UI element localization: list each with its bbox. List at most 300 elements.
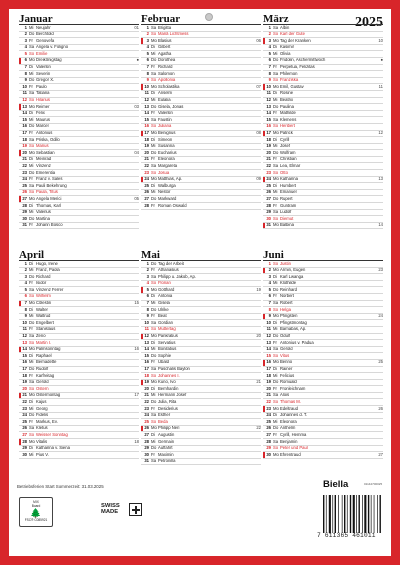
day-number: 1 [24,25,27,30]
day-number: 2 [146,31,149,37]
day-name: Emerentia [36,170,56,175]
weekday: Mi [273,419,278,424]
day-extra: 21 [256,379,261,385]
day-number: 10 [22,320,27,325]
day-row [141,170,261,177]
day-number: 17 [22,130,27,135]
day-name: Roman Oswald [158,203,187,208]
day-name: Beda [158,419,168,424]
day-name: Blasius [158,38,172,43]
weekday: So [273,170,279,175]
day-number: 24 [144,176,149,182]
day-number: 23 [22,406,27,411]
day-number: 20 [266,150,271,155]
weekday: Do [273,379,279,385]
day-number: 5 [268,51,271,56]
day-number: 21 [22,392,27,398]
day-row [19,131,139,138]
weekday: Sa [273,209,279,215]
day-row [263,287,383,294]
day-name: Kletus [36,425,48,431]
weekday: Mo [151,287,157,292]
weekday: Mi [151,439,156,444]
weekday: So [151,326,157,332]
day-extra: 14 [378,222,383,228]
day-name: Faustin [158,117,172,122]
day-number: 11 [144,326,149,332]
day-name: Pfingstmontag [280,320,307,325]
day-number: 16 [144,359,149,365]
day-name: Servatius [158,340,176,345]
day-name: Emilie [36,51,48,56]
day-row [19,320,139,327]
day-row [19,144,139,151]
day-number: 3 [24,38,27,43]
day-extra: 27 [378,452,383,457]
day-name: Ehrentraud [280,452,301,457]
day-number: 1 [268,25,271,30]
day-number: 3 [268,274,271,279]
weekday: Mo [273,176,279,182]
day-name: Karl der Gute [280,31,305,37]
day-name: Kasimir [280,44,294,50]
weekday: Mo [151,333,157,339]
weekday: Mi [273,373,278,378]
day-number: 1 [24,261,27,266]
weekday: Di [273,274,277,279]
day-name: Martin I. [36,340,52,345]
day-name: Gerold [36,379,49,385]
day-row [263,190,383,197]
day-number: 2 [268,31,271,37]
weekday: Fr [29,280,33,286]
day-row [263,294,383,301]
weekday: So [151,280,157,286]
day-number: 28 [266,439,271,444]
weekday: Mo [29,300,35,306]
day-number: 29 [266,445,271,451]
day-row [19,406,139,413]
day-row [141,78,261,85]
day-row [263,301,383,308]
day-number: 4 [268,280,271,286]
day-row [141,459,261,466]
fsc-logo [19,497,53,527]
day-name: Stanislaus [36,326,56,332]
day-name: Heribert [280,123,295,129]
day-row [263,373,383,380]
day-name: Hermann Josef [158,392,187,398]
day-row [141,353,261,360]
day-number: 21 [266,156,271,162]
day-row [263,419,383,426]
weekday: Di [151,386,155,391]
day-extra: 26 [378,406,383,411]
footer-note: Betriebsferien Start Sommerzeit: 31.03.2025 [17,484,104,489]
day-extra: 10 [378,38,383,43]
day-name: Paschalis Baylon [158,366,190,371]
day-number: 20 [144,150,149,155]
day-row [19,307,139,314]
day-name: Emil, Gustav [280,84,304,89]
day-number: 25 [144,183,149,188]
day-name: Pfingsten [280,313,298,319]
day-row [263,446,383,453]
day-name: Vitus [280,353,290,358]
day-name: Justin [280,261,291,266]
day-name: Julia, Rita [158,399,177,404]
day-number: 6 [268,57,271,63]
day-row [19,223,139,230]
weekday: Mo [29,346,35,352]
day-row [263,216,383,223]
day-name: Hugo, Irene [36,261,58,266]
day-row [141,419,261,426]
day-name: Lea, Elmar [280,163,301,168]
day-name: Cyrill, Hemma [280,432,307,437]
day-number: 8 [146,307,149,312]
day-name: Fidelis [36,412,49,418]
day-extra: 09 [256,176,261,182]
day-number: 22 [266,163,271,168]
day-row [19,452,139,459]
day-name: Mathilde [280,110,296,116]
day-row [141,163,261,170]
day-number: 6 [24,57,27,63]
weekday: Di [273,366,277,371]
day-row [263,452,383,459]
barcode-digits: 7 611365 461011 [317,532,376,539]
day-row [141,117,261,124]
weekday: Fr [29,130,33,135]
day-name: Maurus [36,117,50,122]
weekday: Fr [29,373,33,378]
weekday: Do [29,123,35,129]
day-extra: 15 [134,300,139,306]
day-row [141,320,261,327]
day-row [19,190,139,197]
day-name: Emanuel [280,189,297,195]
day-name: Ostermontag [36,392,61,398]
day-number: 14 [22,110,27,116]
day-row [263,327,383,334]
day-name: Tatiana [36,90,50,96]
weekday: Mo [273,38,279,43]
day-name: Angela v. Foligno [36,44,69,50]
day-number: 15 [266,353,271,358]
day-name: Valentin [36,64,51,70]
day-row [141,406,261,413]
day-number: 3 [146,274,149,279]
day-name: Bernhardin [158,386,179,391]
day-number: 7 [268,64,271,70]
day-extra: 19 [256,287,261,292]
weekday: Fr [273,203,277,208]
day-number: 27 [266,432,271,437]
day-number: 7 [268,300,271,306]
day-row [19,32,139,39]
day-number: 17 [266,130,271,135]
day-row [19,78,139,85]
weekday: Do [151,307,157,312]
day-row [263,367,383,374]
day-name: Johann Bosco [36,222,63,228]
day-number: 23 [22,170,27,175]
weekday: Fr [29,176,33,182]
day-row [19,301,139,308]
day-number: 12 [22,97,27,103]
day-name: Thomas, Karl [36,203,61,208]
day-number: 23 [144,406,149,411]
fsc-title: MIX [33,500,39,504]
day-name: Agatha [158,51,172,56]
weekday: Do [151,353,157,358]
day-extra: ● [380,57,383,63]
weekday: Do [29,412,35,418]
weekday: Do [151,57,157,63]
day-row [19,170,139,177]
day-name: Wolfram [280,150,296,155]
day-row [263,347,383,354]
day-row [263,124,383,131]
day-name: Barnabas, Ap. [280,326,307,332]
day-name: Kuno, Ivo [158,379,176,385]
day-number: 11 [22,90,27,96]
day-row [19,157,139,164]
day-name: Philipp u. Jakob, Ap. [158,274,196,279]
weekday: Mo [273,452,279,457]
day-name: Sophie [158,353,172,358]
day-number: 22 [22,399,27,404]
weekday: Mo [273,313,279,319]
day-row [19,281,139,288]
day-extra: 11 [378,84,383,89]
day-name: Georg [36,406,48,411]
day-name: Paula, Titus [36,189,58,195]
day-row [19,294,139,301]
product-code: 01142700025 [364,482,383,486]
day-name: Richard [158,64,173,70]
day-number: 27 [266,196,271,201]
day-number: 13 [22,340,27,345]
weekday: So [29,386,35,391]
day-name: Franz, Paola [36,267,60,273]
day-row [141,360,261,367]
day-row [19,287,139,294]
weekday: Sa [151,366,157,371]
weekday: So [29,51,35,56]
day-name: Richard [36,274,51,279]
weekday: Sa [273,439,279,444]
day-name: Gotthard [158,287,175,292]
day-row [141,347,261,354]
day-name: Augustin [158,432,175,437]
weekday: So [151,77,157,83]
day-name: Meinrad [36,156,52,162]
day-row [141,137,261,144]
weekday: Di [273,90,277,96]
day-number: 30 [144,452,149,457]
day-number: 9 [146,77,149,83]
day-row [141,340,261,347]
day-row [263,150,383,157]
day-number: 12 [266,97,271,103]
day-number: 19 [22,143,27,149]
day-row [141,51,261,58]
day-row [263,177,383,184]
day-name: Cölestin [36,300,52,306]
weekday: Fr [151,406,155,411]
day-number: 11 [22,326,27,332]
weekday: So [273,123,279,129]
day-number: 14 [144,346,149,352]
day-name: Franziska [280,77,299,83]
day-row [19,183,139,190]
weekday: Fr [273,64,277,70]
day-extra: 07 [256,84,261,89]
weekday: Di [29,110,33,116]
weekday: Mo [273,222,279,228]
day-number: 12 [266,333,271,339]
day-extra: 18 [134,439,139,444]
day-row [19,386,139,393]
weekday: Fr [151,313,155,319]
weekday: So [29,97,35,103]
weekday: Sa [151,274,157,279]
day-row [19,419,139,426]
day-number: 27 [144,196,149,201]
day-row [263,51,383,58]
day-row [19,426,139,433]
day-number: 26 [22,425,27,431]
tree-icon: 🌲 [30,508,42,518]
day-row [141,150,261,157]
day-name: Vinzenz Ferrer [36,287,64,292]
day-row [263,84,383,91]
day-number: 29 [22,445,27,451]
day-row [263,183,383,190]
day-name: Ostern [36,386,49,391]
day-number: 13 [22,104,27,109]
day-number: 16 [144,123,149,129]
weekday: Sa [273,163,279,168]
weekday: Di [151,340,155,345]
day-number: 2 [268,267,271,273]
day-extra: 25 [378,359,383,365]
weekday: Do [273,196,279,201]
day-name: Kajus [36,399,47,404]
day-number: 8 [146,71,149,76]
day-number: 24 [266,176,271,182]
day-row [19,124,139,131]
day-row [263,399,383,406]
day-name: Vitalis [36,439,48,444]
weekday: Di [151,293,155,299]
day-number: 25 [22,183,27,188]
weekday: Sa [273,392,279,398]
year-title: 2025 [355,15,383,30]
swiss-cross-icon [129,503,142,516]
day-number: 8 [268,71,271,76]
weekday: Sa [29,137,35,142]
day-number: 13 [266,104,271,109]
day-name: Katharina [280,176,298,182]
day-number: 16 [266,359,271,365]
weekday: Di [273,44,277,50]
weekday: Mo [29,57,35,63]
day-row [141,307,261,314]
day-number: 11 [144,90,149,96]
day-name: Simeon [158,137,173,142]
weekday: Mo [273,267,279,273]
day-name: Romuald [280,379,297,385]
day-name: Benjamin [280,439,298,444]
weekday: Sa [151,458,157,464]
day-name: Brigitta [158,25,172,30]
weekday: Do [273,57,279,63]
day-row [263,307,383,314]
weekday: Mo [151,130,157,135]
weekday: So [273,399,279,404]
day-extra: 08 [256,130,261,135]
day-name: Margareta [158,163,178,168]
day-name: Nestor [158,189,171,195]
day-extra: 13 [378,176,383,182]
weekday: Sa [29,379,35,385]
day-name: Florian [158,280,171,286]
day-number: 23 [144,170,149,175]
weekday: Mo [29,196,35,201]
day-number: 21 [266,392,271,398]
day-name: Neujahr [36,25,51,30]
barcode-icon [323,495,385,533]
day-row [19,268,139,275]
day-name: Dreikönigstag [36,57,62,63]
day-extra: 23 [378,267,383,273]
weekday: Fr [29,38,33,43]
day-number: 2 [24,31,27,37]
day-number: 10 [22,84,27,89]
weekday: Di [29,64,33,70]
day-name: Walburga [158,183,176,188]
day-number: 14 [266,110,271,116]
day-row [141,452,261,459]
weekday: Fr [151,203,155,208]
day-number: 11 [266,326,271,332]
weekday: Sa [29,90,35,96]
weekday: Mo [273,359,279,365]
day-name: Antonia [158,293,173,299]
day-name: Helga [280,307,291,312]
day-name: Eulalia [158,97,171,103]
weekday: Do [273,150,279,155]
day-number: 12 [144,97,149,103]
day-number: 13 [266,340,271,345]
day-extra: 05 [134,196,139,201]
day-row [263,71,383,78]
day-row [263,157,383,164]
weekday: So [151,170,157,175]
day-extra: 24 [378,313,383,319]
day-row [19,45,139,52]
day-row [19,117,139,124]
day-row [141,294,261,301]
day-row [141,314,261,321]
day-row [19,137,139,144]
day-row [19,367,139,374]
weekday: Mi [29,452,34,457]
day-number: 15 [144,353,149,358]
